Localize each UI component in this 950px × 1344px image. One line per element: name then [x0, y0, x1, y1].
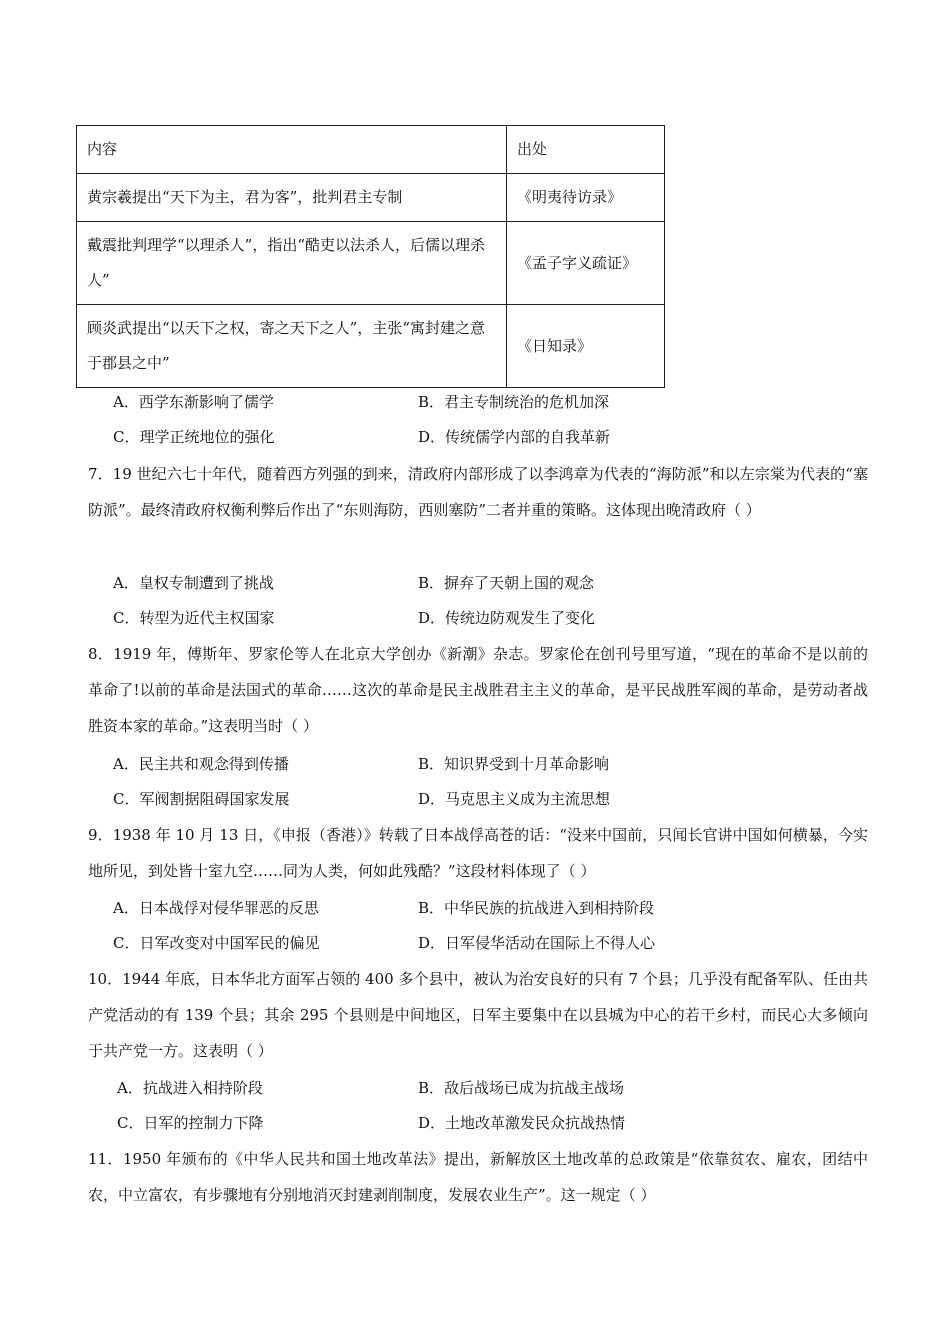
- q6-option-b: B．君主专制统治的危机加深: [418, 393, 610, 411]
- q8-option-c: C．军阀割据阻碍国家发展: [113, 790, 290, 808]
- q10-option-d: D．土地改革激发民众抗战热情: [418, 1114, 626, 1132]
- row-source: 《孟子字义疏证》: [507, 222, 665, 305]
- header-source: 出处: [507, 126, 665, 174]
- q7-option-d: D．传统边防观发生了变化: [418, 609, 596, 627]
- question-9-text: 9．1938 年 10 月 13 日，《申报（香港）》转载了日本战俘高苍的话：“没来中国前，只闻长官讲中国如何横暴，今实地所见，到处皆十室九空……同为人类，何如此残酷？”这段材料体现了（ ）: [88, 826, 868, 880]
- q7-option-c: C．转型为近代主权国家: [113, 609, 275, 627]
- table-header-row: [77, 126, 665, 174]
- q9-option-c: C．日军改变对中国军民的偏见: [113, 934, 320, 952]
- q8-option-a: A．民主共和观念得到传播: [113, 755, 289, 773]
- q9-option-b: B．中华民族的抗战进入到相持阶段: [418, 899, 655, 917]
- q9-option-a: A．日本战俘对侵华罪恶的反思: [113, 899, 319, 917]
- q10-option-c: C．日军的控制力下降: [117, 1114, 264, 1132]
- q9-option-d: D．日军侵华活动在国际上不得人心: [418, 934, 656, 952]
- row-content: 黄宗羲提出“天下为主，君为客”，批判君主专制: [77, 174, 507, 222]
- row-source: 《日知录》: [507, 305, 665, 388]
- question-10-text: 10．1944 年底，日本华北方面军占领的 400 多个县中，被认为治安良好的只有 7 个县；几乎没有配备军队、任由共产党活动的有 139 个县；其余 295 个县则是中间地区，日军主要集中在以县城为中心的若干乡村，而民心大多倾向于共产党一方。这表明（ ）: [88, 970, 868, 1060]
- q7-option-a: A．皇权专制遭到了挑战: [113, 574, 274, 592]
- table-row: [77, 305, 665, 388]
- question-11-text: 11．1950 年颁布的《中华人民共和国土地改革法》提出，新解放区土地改革的总政策是“依靠贫农、雇农，团结中农，中立富农，有步骤地有分别地消灭封建剥削制度，发展农业生产”。这一规定（ ）: [88, 1150, 868, 1204]
- row-content: 戴震批判理学“以理杀人”，指出“酷吏以法杀人，后儒以理杀人”: [77, 222, 507, 305]
- q6-option-d: D．传统儒学内部的自我革新: [418, 428, 611, 446]
- row-source: 《明夷待访录》: [507, 174, 665, 222]
- q7-option-b: B．摒弃了天朝上国的观念: [418, 574, 595, 592]
- q8-option-d: D．马克思主义成为主流思想: [418, 790, 611, 808]
- q10-option-a: A．抗战进入相持阶段: [117, 1079, 263, 1097]
- header-content: 内容: [77, 126, 507, 174]
- q6-option-c: C．理学正统地位的强化: [113, 428, 275, 446]
- row-content: 顾炎武提出“以天下之权，寄之天下之人”，主张“寓封建之意于郡县之中”: [77, 305, 507, 388]
- question-7-text: 7．19 世纪六七十年代，随着西方列强的到来，清政府内部形成了以李鸿章为代表的“海防派”和以左宗棠为代表的“塞防派”。最终清政府权衡利弊后作出了“东则海防，西则塞防”二者并重的策略。这体现出晚清政府（ ）: [88, 465, 868, 519]
- table-row: [77, 174, 665, 222]
- question-8-text: 8．1919 年，傅斯年、罗家伦等人在北京大学创办《新潮》杂志。罗家伦在创刊号里写道，“现在的革命不是以前的革命了!以前的革命是法国式的革命……这次的革命是民主战胜君主主义的革命，是平民战胜军阀的革命，是劳动者战胜资本家的革命。”这表明当时（ ）: [88, 645, 868, 735]
- q10-option-b: B．敌后战场已成为抗战主战场: [418, 1079, 625, 1097]
- q8-option-b: B．知识界受到十月革命影响: [418, 755, 610, 773]
- table-row: [77, 222, 665, 305]
- q6-option-a: A．西学东渐影响了儒学: [113, 393, 274, 411]
- source-table: [76, 125, 665, 388]
